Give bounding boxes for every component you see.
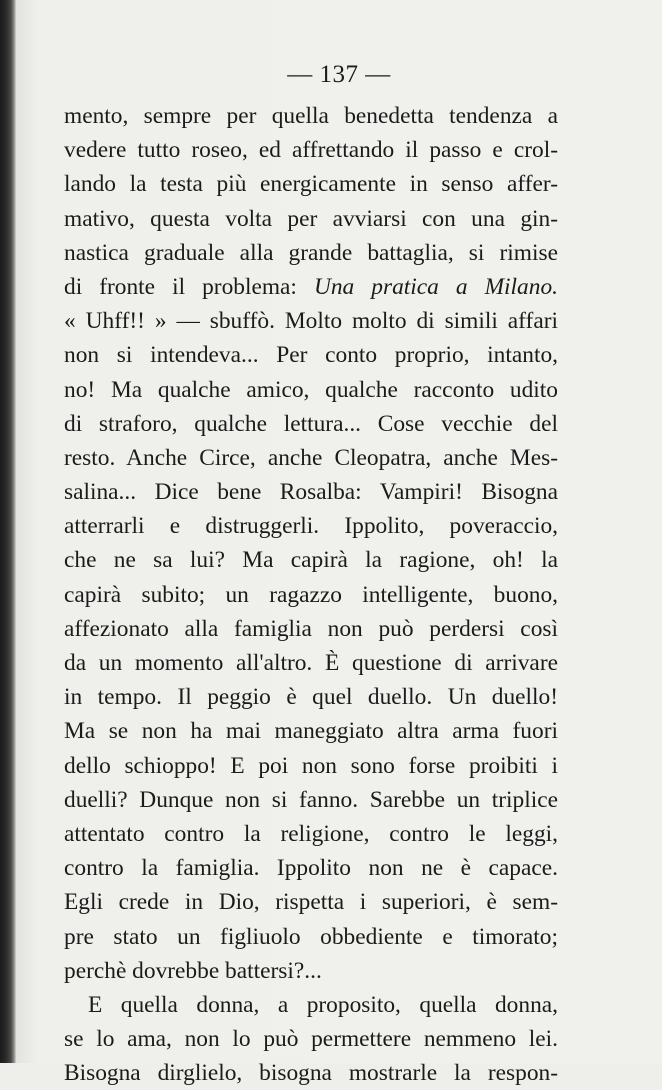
text-line — [64, 167, 558, 201]
text-line-content: salina... Dice bene Rosalba: Vampiri! Bisogna — [64, 479, 558, 506]
text-line — [64, 202, 558, 236]
text-line — [64, 954, 558, 988]
text-line-content: capirà subito; un ragazzo intelligente, buono, — [64, 581, 558, 608]
text-line-content: mento, sempre per quella benedetta tendenza a — [64, 103, 558, 129]
text-line — [64, 270, 558, 304]
book-page — [16, 0, 662, 1087]
text-line-content: di fronte il problema: — [64, 273, 297, 300]
text-line — [64, 441, 558, 475]
body-text — [64, 99, 558, 1090]
text-line-content: no! Ma qualche amico, qualche racconto udito — [64, 376, 558, 403]
text-line — [64, 407, 558, 441]
text-line — [64, 338, 558, 372]
text-line — [64, 236, 558, 270]
text-line-content: di straforo, qualche lettura... Cose vecchie del — [64, 410, 558, 437]
text-line-content: se lo ama, non lo può permettere nemmeno lei. — [64, 1026, 558, 1053]
text-line — [64, 99, 558, 133]
text-line-content: vedere tutto roseo, ed affrettando il passo e crol- — [64, 137, 558, 164]
text-line-content: lando la testa più energicamente in senso affer- — [64, 171, 558, 198]
text-line — [64, 1056, 558, 1090]
text-line-content: duelli? Dunque non si fanno. Sarebbe un triplice — [64, 786, 558, 813]
text-line — [64, 817, 558, 851]
text-line — [64, 646, 558, 680]
text-line — [64, 680, 558, 714]
text-line — [64, 373, 558, 407]
text-line — [64, 1022, 558, 1056]
text-line-content: resto. Anche Circe, anche Cleopatra, anche Mes- — [64, 444, 558, 471]
text-line-content: da un momento all'altro. È questione di arrivare — [64, 650, 558, 676]
text-line — [64, 988, 558, 1022]
text-line — [64, 783, 558, 817]
text-line-content: atterrarli e distruggerli. Ippolito, poveraccio, — [64, 513, 558, 540]
text-line-content: non si intendeva... Per conto proprio, intanto, — [64, 342, 558, 369]
text-line-content: che ne sa lui? Ma capirà la ragione, oh! la — [64, 547, 558, 574]
text-line-content: attentato contro la religione, contro le leggi, — [64, 820, 558, 847]
text-line — [64, 133, 558, 167]
page-number: — 137 — — [287, 61, 391, 88]
text-line-content: affezionato alla famiglia non può perdersi così — [64, 615, 558, 642]
text-line-content: « Uhff!! » — sbuffò. Molto molto di simili affari — [64, 308, 558, 335]
text-line — [64, 304, 558, 338]
italic-title: Una pratica a Milano. — [313, 273, 558, 300]
text-line — [64, 543, 558, 577]
text-line — [64, 885, 558, 919]
text-line — [64, 509, 558, 543]
text-line-content: nastica graduale alla grande battaglia, si rimise — [64, 239, 558, 266]
text-line — [64, 851, 558, 885]
text-line-content: contro la famiglia. Ippolito non ne è capace. — [64, 855, 558, 882]
text-line-content: perchè dovrebbe battersi?... — [64, 957, 322, 984]
text-line — [64, 920, 558, 954]
book-spine-shadow — [0, 0, 16, 1063]
text-line-content: in tempo. Il peggio è quel duello. Un duello! — [64, 684, 558, 711]
text-line-content: pre stato un figliuolo obbediente e timorato; — [64, 923, 558, 950]
text-line-content: mativo, questa volta per avviarsi con una gin- — [64, 205, 558, 232]
text-line — [64, 578, 558, 612]
text-line — [64, 475, 558, 509]
text-line-content: E quella donna, a proposito, quella donna, — [88, 991, 558, 1018]
text-line-content: Bisogna dirglielo, bisogna mostrarle la respon- — [64, 1060, 558, 1087]
text-line-content: Ma se non ha mai maneggiato altra arma fuori — [64, 718, 558, 745]
text-line-content: dello schioppo! E poi non sono forse proibiti i — [64, 752, 558, 779]
text-line-content: Egli crede in Dio, rispetta i superiori, è sem- — [64, 889, 558, 916]
text-line — [64, 714, 558, 748]
text-line — [64, 612, 558, 646]
text-line — [64, 749, 558, 783]
